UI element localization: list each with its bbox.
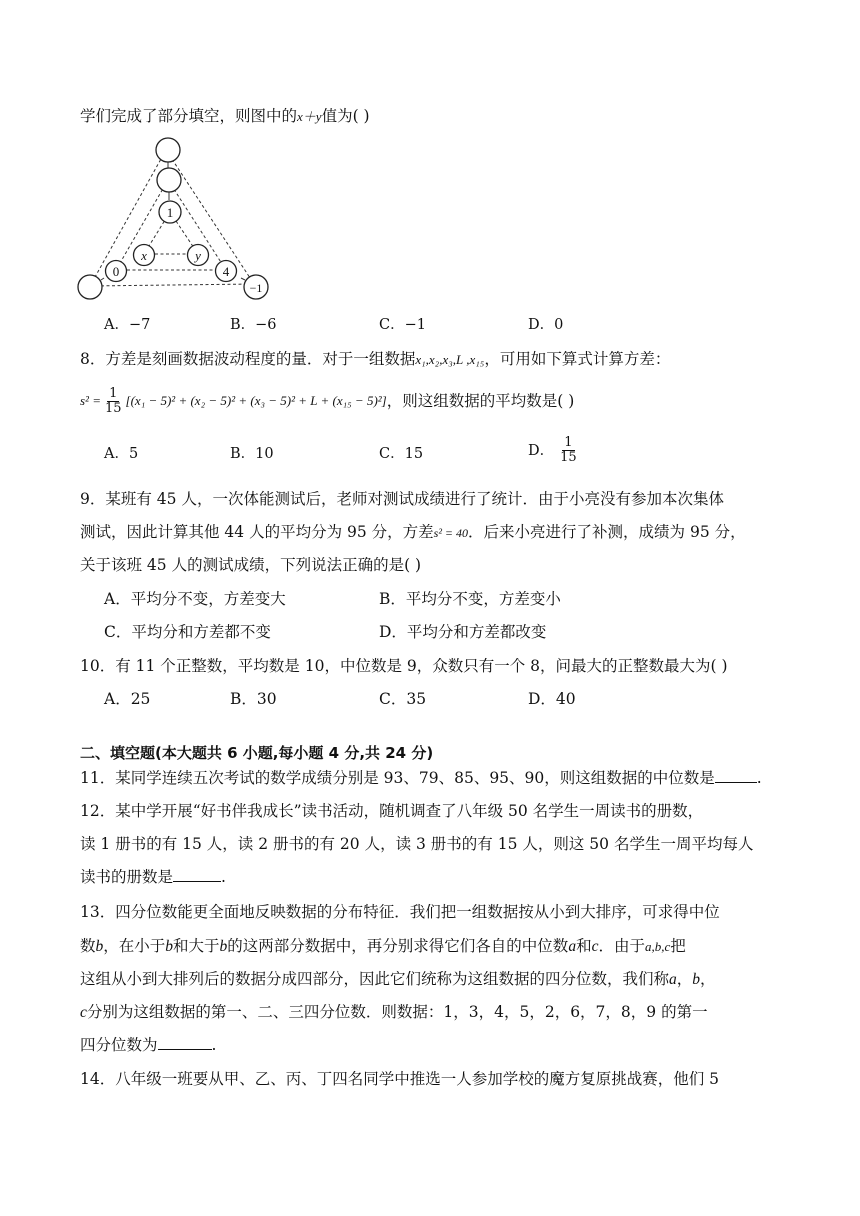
fig-label-1: 1 (166, 205, 174, 220)
q8-option-d[interactable]: D． $\frac{1}{15}$ (528, 435, 577, 465)
q13-line3: 这组从小到大排列后的数据分成四部分，因此它们统称为这组数据的四分位数，我们称a，b， (80, 970, 716, 988)
q8-data-sequence: x₁,x₂,x₃,L ,x₁₅ (415, 352, 485, 367)
q9-option-a[interactable]: A．平均分不变，方差变大 (104, 590, 286, 608)
q8-option-b[interactable]: B．10 (230, 446, 274, 462)
q9-option-c[interactable]: C．平均分和方差都不变 (104, 623, 271, 641)
q8-option-c[interactable]: C．15 (379, 446, 424, 462)
q14-line1: 14．八年级一班要从甲、乙、丙、丁四名同学中推选一人参加学校的魔方复原挑战赛，他们 5 (80, 1070, 720, 1088)
q12-line2: 读 1 册书的有 15 人，读 2 册书的有 20 人，读 3 册书的有 15 人，则这 50 名学生一周平均每人 (80, 835, 754, 853)
q9-line1: 9．某班有 45 人，一次体能测试后，老师对测试成绩进行了统计．由于小亮没有参加本次集体 (80, 490, 724, 508)
q8-formula-fraction: $\frac{1}{15}$ (104, 385, 122, 416)
q13-answer-blank[interactable] (158, 1035, 212, 1050)
q10-option-b[interactable]: B．30 (230, 690, 277, 708)
fig-label-y: y (195, 248, 201, 263)
q8-formula-line: s² = $\frac{1}{15}$ [(x₁ − 5)² + (x₂ − 5)² + (x₃ − 5)² + L + (x₁₅ − 5)²] ，则这组数据的平均数是( ) (80, 385, 575, 416)
q7-option-b[interactable]: B．−6 (230, 317, 277, 333)
q9-variance-expr: s² = 40 (433, 526, 469, 540)
fig-label-neg1: −1 (249, 281, 263, 295)
q9-option-d[interactable]: D．平均分和方差都改变 (379, 623, 547, 641)
q7-option-c[interactable]: C．−1 (379, 317, 426, 333)
q8-formula-body: [(x₁ − 5)² + (x₂ − 5)² + (x₃ − 5)² + L + (x₁₅ − 5)²] (125, 393, 387, 408)
q13-line1: 13．四分位数能更全面地反映数据的分布特征．我们把一组数据按从小到大排序，可求得中位 (80, 903, 720, 921)
section-heading-fill-in: 二、填空题(本大题共 6 小题,每小题 4 分,共 24 分) (80, 744, 434, 762)
q10-option-c[interactable]: C．35 (379, 690, 427, 708)
q13-line5: 四分位数为 . (80, 1036, 217, 1054)
q11-answer-blank[interactable] (715, 768, 757, 783)
q12-line1: 12．某中学开展“好书伴我成长”读书活动，随机调查了八年级 50 名学生一周读书的册数， (80, 802, 704, 820)
q13-line4: c分别为这组数据的第一、二、三四分位数．则数据：1，3，4，5，2，6，7，8，9 的第一 (80, 1003, 708, 1021)
q9-line2: 测试，因此计算其他 44 人的平均分为 95 分，方差s² = 40．后来小亮进行了补测，成绩为 95 分， (80, 523, 746, 541)
q7-option-d[interactable]: D．0 (528, 317, 564, 333)
q7-triangle-figure (76, 134, 276, 304)
q8-stem: 8．方差是刻画数据波动程度的量．对于一组数据x₁,x₂,x₃,L ,x₁₅，可用如下算式计算方差： (80, 350, 671, 368)
q7-expression: x＋y (297, 109, 322, 124)
fig-label-x: x (141, 248, 147, 263)
q9-line3: 关于该班 45 人的测试成绩，下列说法正确的是( ) (80, 556, 422, 574)
q10-stem: 10．有 11 个正整数，平均数是 10，中位数是 9，众数只有一个 8，问最大的正整数最大为( ) (80, 657, 728, 675)
fig-label-4: 4 (222, 264, 230, 279)
q10-option-a[interactable]: A．25 (104, 690, 151, 708)
fig-label-0: 0 (112, 264, 120, 279)
q13-line2: 数b，在小于b和大于b的这两部分数据中，再分别求得它们各自的中位数a和c．由于a,b,c把 (80, 937, 686, 955)
q11-stem: 11．某同学连续五次考试的数学成绩分别是 93、79、85、95、90，则这组数据的中位数是 . (80, 769, 762, 787)
q8-formula-lhs: s² = (80, 393, 101, 408)
q12-line3: 读书的册数是 . (80, 868, 226, 886)
q12-answer-blank[interactable] (173, 867, 221, 882)
q7-option-a[interactable]: A．−7 (104, 317, 151, 333)
q10-option-d[interactable]: D．40 (528, 690, 576, 708)
q7-stem: 学们完成了部分填空，则图中的x＋y值为( ) (80, 107, 370, 125)
q8-option-a[interactable]: A．5 (104, 446, 139, 462)
q9-option-b[interactable]: B．平均分不变，方差变小 (379, 590, 561, 608)
